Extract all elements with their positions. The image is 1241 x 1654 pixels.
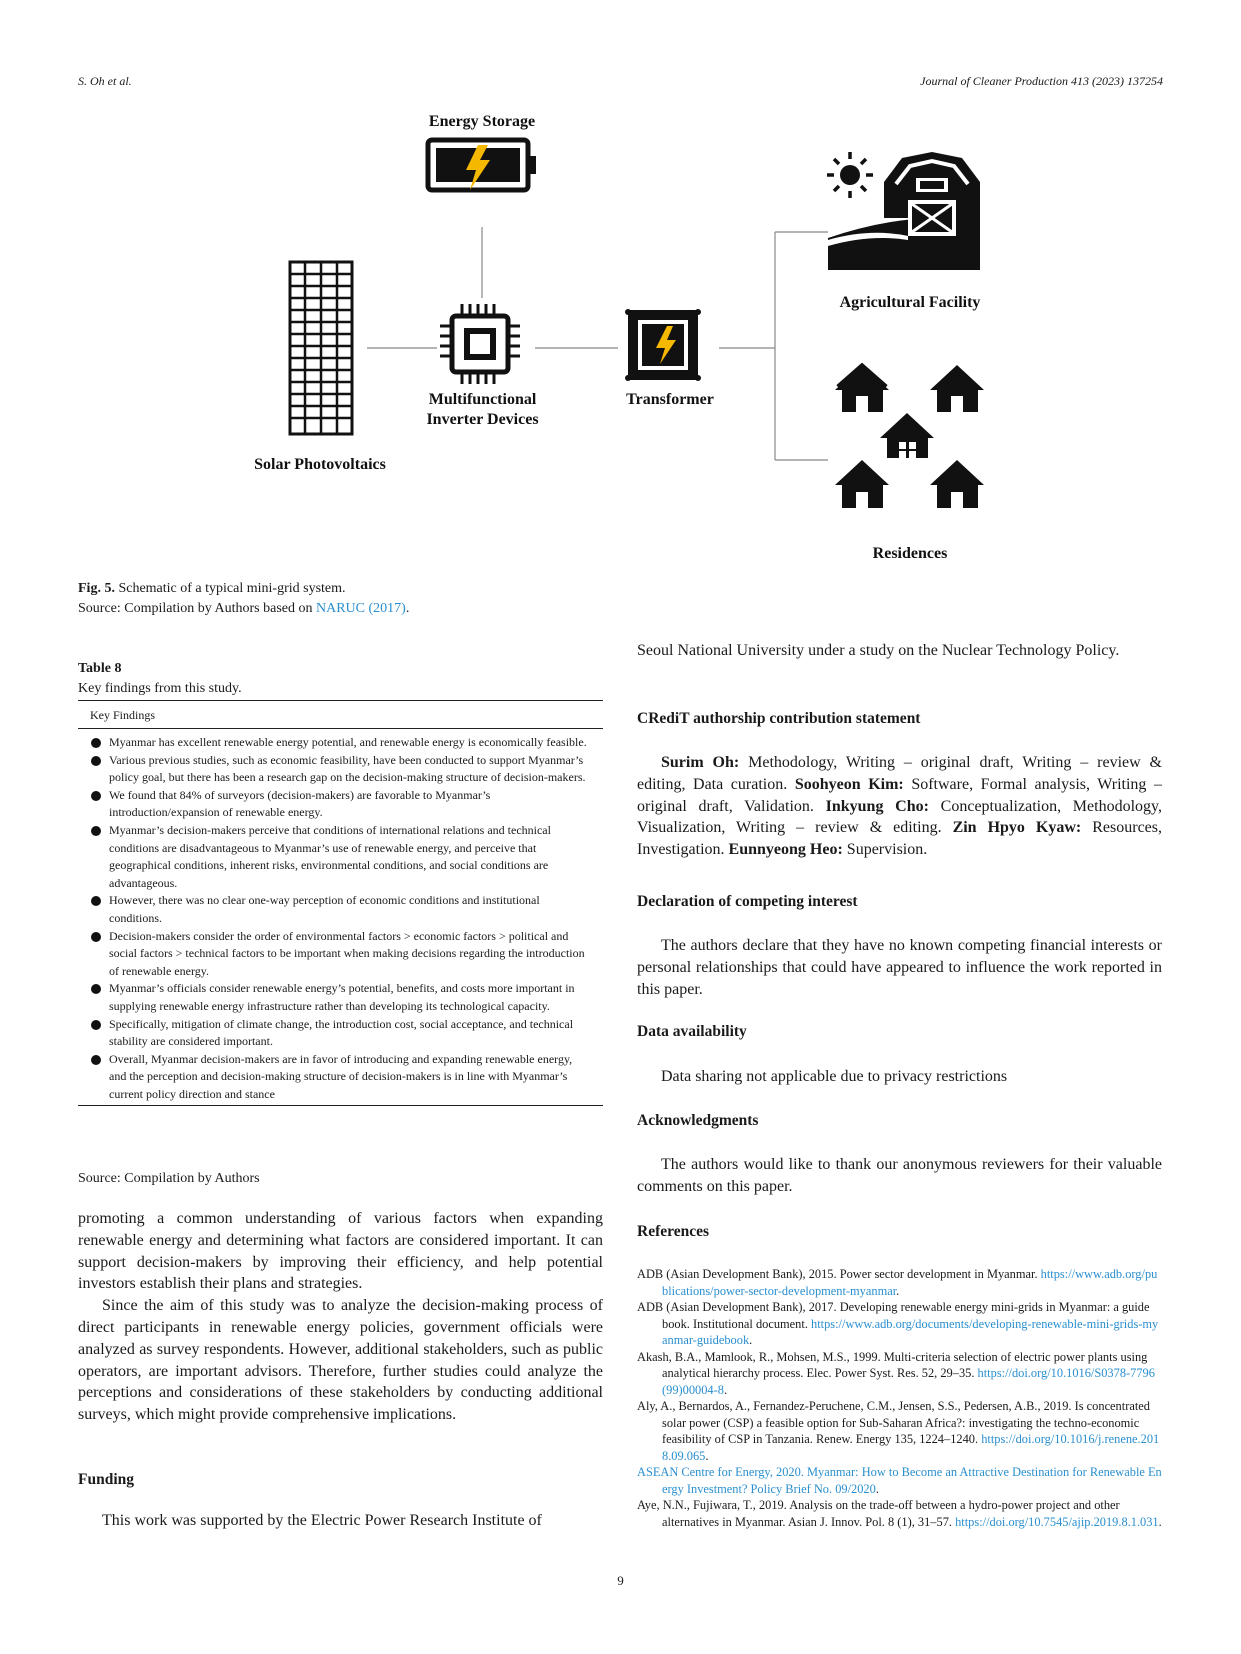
table-subtitle: Key findings from this study. xyxy=(78,681,242,696)
heading-credit: CRediT authorship contribution statement xyxy=(637,710,921,727)
house-icon xyxy=(930,460,984,508)
reference-link[interactable]: https://doi.org/10.1016/j.renene.2018.09.065 xyxy=(662,1432,1160,1463)
table-header: Key Findings xyxy=(78,701,603,729)
finding-text: Myanmar’s officials consider renewable energy’s potential, benefits, and costs more important in supplying renewable energy infrastructure rather than developing its technological capacity. xyxy=(109,981,575,1013)
running-journal: Journal of Cleaner Production 413 (2023) 137254 xyxy=(920,74,1163,88)
author-name: Zin Hpyo Kyaw: xyxy=(952,819,1082,837)
paragraph-limitations: Since the aim of this study was to analyze the decision-making process of direct participants in renewable energy policies, government officials were analyzed as survey respondents. However, additional stakeholders, such as public operators, are important advisors. Therefore, further studies could analyze the perceptions and considerations of these stakeholders by conducting additional surveys, which might provide comprehensive implications. xyxy=(78,1297,603,1424)
house-icon xyxy=(835,460,889,508)
reference-item xyxy=(637,1266,1162,1299)
left-column xyxy=(78,1208,603,1426)
battery-icon xyxy=(428,140,536,190)
table-title-block xyxy=(78,659,603,699)
label-agricultural: Agricultural Facility xyxy=(839,294,981,311)
reference-text: Aly, A., Bernardos, A., Fernandez-Peruchene, C.M., Jensen, S.S., Pedersen, A.B., 2019. Is concentrated solar power (CSP) a feasible option for Sub-Saharan Africa?: investigating the techno-economic feasibility of CSP in Tanzania. Renew. Energy 135, 1224–1240. xyxy=(637,1399,1150,1446)
transformer-icon xyxy=(625,309,701,381)
reference-text: Aye, N.N., Fujiwara, T., 2019. Analysis on the trade-off between a hydro-power project and other alternatives in Myanmar. Asian J. Innov. Pol. 8 (1), 31–57. xyxy=(637,1498,1120,1529)
author-roles: Methodology, Writing – original draft, Writing – review & editing, Data curation. xyxy=(637,754,1163,793)
reference-link[interactable]: ASEAN Centre for Energy, 2020. Myanmar: How to Become an Attractive Destination for Renewable Energy Investment? Policy Brief No. 09/2020 xyxy=(637,1465,1162,1496)
finding-item xyxy=(78,892,603,927)
finding-item xyxy=(78,734,603,752)
reference-text: ADB (Asian Development Bank), 2015. Power sector development in Myanmar. xyxy=(637,1267,1041,1281)
finding-item xyxy=(78,1051,603,1104)
paragraph-continuation: promoting a common understanding of various factors when expanding renewable energy and determining what factors are considered important. It can support decision-makers by improving their efficiency, and help potential investors establish their plans and strategies. xyxy=(78,1210,603,1293)
reference-link[interactable]: https://doi.org/10.7545/ajip.2019.8.1.031 xyxy=(955,1514,1159,1529)
funding-text: This work was supported by the Electric Power Research Institute of xyxy=(102,1512,542,1529)
finding-text: Myanmar has excellent renewable energy potential, and renewable energy is economically feasible. xyxy=(109,735,587,749)
funding-continued: Seoul National University under a study on the Nuclear Technology Policy. xyxy=(637,642,1120,659)
bullet-icon xyxy=(91,896,101,906)
reference-link[interactable]: https://doi.org/10.1016/S0378-7796(99)00004-8 xyxy=(662,1366,1155,1397)
reference-end: . xyxy=(875,1481,879,1496)
author-name: Eunnyeong Heo: xyxy=(728,841,843,859)
heading-data-availability: Data availability xyxy=(637,1023,747,1040)
running-author: S. Oh et al. xyxy=(78,74,132,88)
finding-text: Myanmar’s decision-makers perceive that conditions of international relations and technical conditions are disadvantageous to Myanmar’s use of renewable energy, and perceive that geographical conditions, inherent risks, environmental conditions, and social conditions are advantageous. xyxy=(109,822,551,890)
author-name: Surim Oh: xyxy=(661,754,740,771)
finding-text: Decision-makers consider the order of environmental factors > economic factors > political and social factors > technical factors to be important when making decisions regarding the introduction of renewable energy. xyxy=(109,928,585,978)
mini-grid-schematic xyxy=(0,100,1241,570)
finding-item xyxy=(78,928,603,981)
reference-item xyxy=(637,1398,1162,1464)
heading-references: References xyxy=(637,1223,710,1240)
bullet-icon xyxy=(91,826,101,836)
label-inverter-line1: Multifunctional xyxy=(428,391,537,408)
finding-text: We found that 84% of surveyors (decision-makers) are favorable to Myanmar’s introduction/expansion of renewable energy. xyxy=(109,787,491,820)
reference-text: Akash, B.A., Mamlook, R., Mohsen, M.S., 1999. Multi-criteria selection of electric power plants using analytical hierarchy process. Elec. Power Syst. Res. 52, 29–35. xyxy=(637,1349,1148,1380)
finding-item xyxy=(78,822,603,892)
credit-statement xyxy=(637,752,1162,861)
bullet-icon xyxy=(91,738,101,748)
author-roles: Software, Formal analysis, Writing – original draft, Validation. xyxy=(637,775,1163,815)
bullet-icon xyxy=(91,791,101,801)
chip-icon xyxy=(440,304,520,384)
competing-text: The authors declare that they have no known competing financial interests or personal relationships that could have appeared to influence the work reported in this paper. xyxy=(637,937,1162,998)
bullet-icon xyxy=(91,932,101,942)
label-inverter-line2: Inverter Devices xyxy=(426,411,539,428)
caption-text: Schematic of a typical mini-grid system. xyxy=(118,581,346,596)
caption-source: Source: Compilation by Authors based on xyxy=(78,601,316,616)
references-list xyxy=(637,1266,1162,1530)
reference-end: . xyxy=(749,1333,753,1347)
caption-source-link[interactable]: NARUC (2017) xyxy=(315,601,406,616)
page-number: 9 xyxy=(617,1573,624,1588)
key-findings-table xyxy=(78,700,603,1106)
label-solar: Solar Photovoltaics xyxy=(254,456,386,473)
bullet-icon xyxy=(91,1055,101,1065)
label-transformer: Transformer xyxy=(626,391,714,408)
label-inverter xyxy=(395,390,570,430)
house-icon xyxy=(880,413,934,458)
finding-item xyxy=(78,980,603,1015)
heading-funding: Funding xyxy=(78,1471,135,1488)
heading-acknowledgments: Acknowledgments xyxy=(637,1112,759,1129)
reference-link[interactable]: https://www.adb.org/documents/developing-renewable-mini-grids-myanmar-guidebook xyxy=(662,1316,1159,1347)
finding-text: However, there was no clear one-way perception of economic conditions and institutional conditions. xyxy=(109,893,540,925)
caption-label: Fig. 5. xyxy=(78,581,115,596)
house-icon xyxy=(835,365,889,412)
finding-item xyxy=(78,1016,603,1051)
bullet-icon xyxy=(91,1020,101,1030)
bullet-icon xyxy=(91,984,101,994)
reference-item xyxy=(637,1349,1162,1399)
label-residences: Residences xyxy=(872,545,948,562)
findings-list xyxy=(78,729,603,1105)
bullet-icon xyxy=(91,756,101,766)
reference-item xyxy=(637,1497,1162,1530)
finding-text: Overall, Myanmar decision-makers are in favor of introducing and expanding renewable energy, and the perception and decision-making structure of decision-makers is in line with Myanmar’s current policy direction and stance xyxy=(109,1051,573,1101)
finding-item xyxy=(78,752,603,787)
finding-text: Various previous studies, such as economic feasibility, have been conducted to support Myanmar’s policy goal, but there has been a research gap on the decision-making structure of decision-makers. xyxy=(109,752,586,785)
heading-competing: Declaration of competing interest xyxy=(637,893,858,910)
finding-text: Specifically, mitigation of climate change, the introduction cost, social acceptance, and technical stability are considered important. xyxy=(109,1016,574,1049)
author-roles: Resources, Investigation. xyxy=(637,819,1163,859)
figure-caption xyxy=(78,579,409,619)
label-energy-storage: Energy Storage xyxy=(428,113,536,130)
sun-icon xyxy=(827,152,873,198)
reference-end: . xyxy=(1158,1514,1162,1529)
caption-source-end: . xyxy=(405,601,410,616)
data-availability-text: Data sharing not applicable due to privacy restrictions xyxy=(661,1068,1008,1085)
author-name: Soohyeon Kim: xyxy=(794,775,904,793)
reference-end: . xyxy=(705,1448,709,1463)
acknowledgments-text: The authors would like to thank our anonymous reviewers for their valuable comments on this paper. xyxy=(637,1156,1162,1195)
reference-item xyxy=(637,1464,1162,1497)
house-icon xyxy=(930,365,984,412)
author-roles: Conceptualization, Methodology, Visualization, Writing – review & editing. xyxy=(637,797,1162,837)
reference-link[interactable]: https://www.adb.org/publications/power-sector-development-myanmar xyxy=(662,1267,1158,1298)
table-source: Source: Compilation by Authors xyxy=(78,1171,260,1186)
reference-text: ADB (Asian Development Bank), 2017. Developing renewable energy mini-grids in Myanmar: a guide book. Institutional document. xyxy=(637,1300,1150,1331)
finding-item xyxy=(78,787,603,822)
table-title: Table 8 xyxy=(78,661,122,676)
reference-end: . xyxy=(723,1382,728,1397)
figure-mini-grid xyxy=(0,100,1241,570)
building-grid-icon xyxy=(290,262,352,434)
author-roles: Supervision. xyxy=(842,841,928,859)
reference-end: . xyxy=(896,1283,900,1298)
reference-item xyxy=(637,1299,1162,1349)
author-name: Inkyung Cho: xyxy=(825,797,929,815)
